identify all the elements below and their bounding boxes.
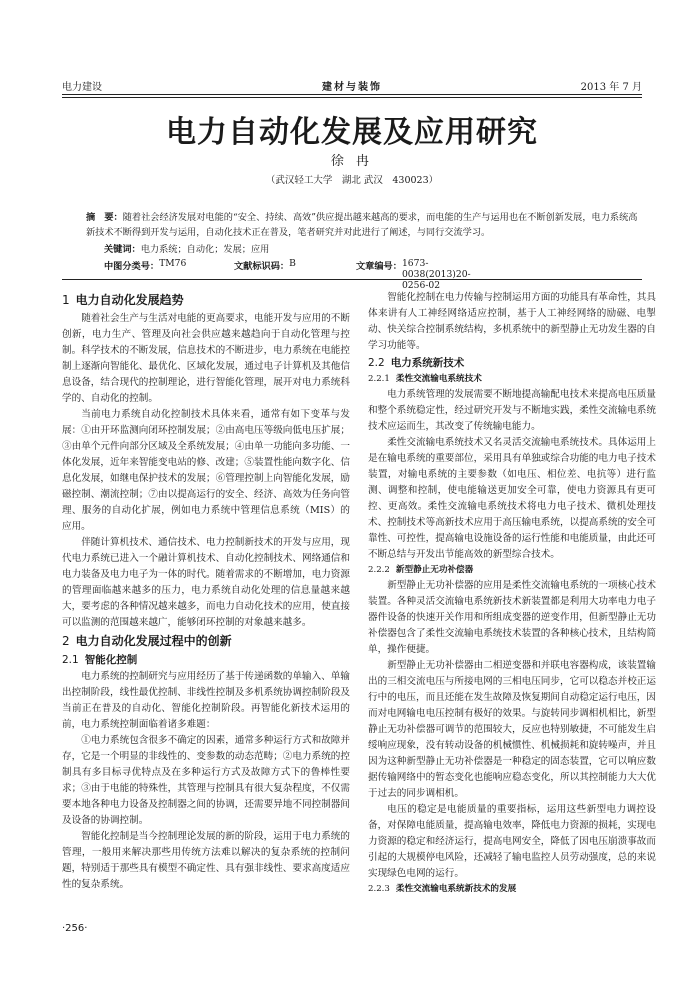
header-rule-thin xyxy=(62,97,642,98)
paragraph: 新型静止无功补偿器的应用是柔性交流输电系统的一项核心技术装置。各种灵活交流输电系统新技术新装置都是利用大功率电力电子器件设备的快速开关作用和所组成变器的逆变作用，但新型静止无功补偿器包含了柔性交流输电系统技术装置的各种核心技术，且结构简单，操作便捷。 xyxy=(368,580,656,655)
article-no-label: 文章编号： xyxy=(356,261,402,272)
clc-value: TM76 xyxy=(159,258,187,269)
abstract-rule xyxy=(62,279,642,280)
paragraph: 新型静止无功补偿器由二相逆变器和并联电容器构成，该装置输出的三相交流电压与所接电网的三相电压同步，它可以稳态并校正运行中的电压，而且还能在发生故障及恢复期间自动稳定运行电压，因而对电网输电电压控制有极好的效果。与旋转同步调相机相比，新型静止无功补偿器可调节的范围较大，反应也特别敏捷，不可能发生启绥响应现象，没有转动设备的机械惯性、机械损耗和旋转噪声，并且因为这种新型静止无功补偿器是一种稳定的固态装置，它可以响应数据传输网络中的暂态变化也能响应稳态变化，所以其控制能力大大优于过去的同步调相机。 xyxy=(368,660,656,799)
left-column xyxy=(62,290,350,893)
article-no-value: 1673-0038(2013)20-0256-02 xyxy=(401,258,471,291)
identifiers xyxy=(104,258,644,291)
paragraph: 电力系统的控制研究与应用经历了基于传递函数的单输入、单输出控制阶段，线性最优控制、非线性控制及多机系统协调控制阶段及当前正在普及的自动化、智能化控制阶段。再智能化新技术运用的前，电力系统控制面临着诸多难题： xyxy=(62,671,350,730)
paragraph: 柔性交流输电系统技术又名灵活交流输电系统技术。具体运用上是在输电系统的重要部位，采用具有单独或综合功能的电力电子技术装置，对输电系统的主要参数（如电压、相位差、电抗等）进行监测、调整和控制，使电能输送更加安全可靠，使电力资源具有更可控、更高效。柔性交流输电系统技术将电力电子技术、微机处理技术、控制技术等高新技术应用于高压输电系统，以提高系统的安全可靠性、可控性，提高输电设施设备的运行性能和电能质量，由此还可不断总结与开发出节能高效的新型综合技术。 xyxy=(368,437,656,560)
section-1-heading: 1 电力自动化发展趋势 xyxy=(62,293,184,307)
abstract-text: 随着社会经济发展对电能的“安全、持续、高效”供应提出越来越高的要求，而电能的生产与运用也在不断创新发展，电力系统高新技术不断得到开发与运用，自动化技术正在普及，笔者研究并对此进行了阐述，与同行交流学习。 xyxy=(86,212,638,238)
abstract-label: 摘 要： xyxy=(86,212,123,223)
paragraph: 伴随计算机技术、通信技术、电力控制新技术的开发与应用，现代电力系统已进入一个融计算机技术、自动化控制技术、网络通信和电力装备及电力电子为一体的时代。随着需求的不断增加，电力资源的管理面临越来越多的压力，电力系统自动化处理的信息量越来越大，要考虑的各种情况越来越多，而电力自动化技术的应用，使直接可以监测的范围越来越广，能够闭环控制的对象越来越多。 xyxy=(62,537,350,628)
section-2-1-heading: 2.1 智能化控制 xyxy=(62,654,138,666)
paragraph: 智能化控制是当今控制理论发展的新的阶段，运用于电力系统的管理，一般用来解决那些用传统方法难以解决的复杂系统的控制问题，特别适于那些具有模型不确定性、具有强非线性、要求高度适应性的复杂系统。 xyxy=(62,831,350,890)
doc-code-label: 文献标识码： xyxy=(234,261,290,272)
paragraph: 当前电力系统自动化控制技术具体来看，通常有如下变革与发展：①由开环监测向闭环控制发展；②由高电压等级向低电压扩展；③由单个元件向部分区域及全系统发展；④由单一功能向多功能、一体化发展，近年来智能变电站的修、改建；⑤装置性能向数字化、信息化发展，如继电保护技术的发展；⑥管理控制上向智能化发展，励磁控制、潮流控制；⑦由以提高运行的安全、经济、高效为任务向管理、服务的自动化扩展，例如电力系统中管理信息系统（MIS）的应用。 xyxy=(62,409,350,532)
section-2-heading: 2 电力自动化发展过程中的创新 xyxy=(62,634,232,648)
affiliation: （武汉轻工大学 湖北 武汉 430023） xyxy=(265,175,439,186)
section-2-2-3-heading: 2.2.3 柔性交流输电系统新技术的发展 xyxy=(368,884,517,894)
keywords xyxy=(104,241,644,255)
page-number: ·256· xyxy=(62,923,88,934)
author: 徐 冉 xyxy=(330,154,374,169)
running-header xyxy=(62,78,642,94)
header-rule xyxy=(62,94,642,95)
paragraph: 电力系统管理的发展需要不断地提高输配电技术来提高电压质量和整个系统稳定性，经过研究开发与不断地实践，柔性交流输电系统技术应运而生，其改变了传统输电能力。 xyxy=(368,389,656,432)
paragraph: 电压的稳定是电能质量的重要指标，运用这些新型电力调控设备，对保障电能质量，提高输电效率，降低电力资源的损耗，实现电力资源的稳定和经济运行，提高电网安全，降低了因电压崩溃事故而引起的大规模停电风险，还减轻了输电监控人员劳动强度，总的来说实现绿色电网的运行。 xyxy=(368,804,656,879)
paragraph: 随着社会生产与生活对电能的更高要求，电能开发与应用的不断创新，电力生产、管理及向社会供应越来越趋向于自动化管理与控制。科学技术的不断发展，信息技术的不断进步，电力系统在电能控制上逐渐向智能化、最优化、区域化发展，通过电子计算机及其他信息设备，结合现代的控制理论，进行智能化管理，展开对电力系统科学的、自动化的控制。 xyxy=(62,313,350,404)
paper-title: 电力自动化发展及应用研究 xyxy=(166,115,538,150)
paragraph: 智能化控制在电力传输与控制运用方面的功能具有革命性，其具体来讲有人工神经网络适应控制，基于人工神经网络的励磁、电掣动、快关综合控制系统结构，多机系统中的新型静止无功发生器的自学习功能等。 xyxy=(368,292,656,351)
keywords-text: 电力系统；自动化；发展；应用 xyxy=(140,244,270,255)
right-column xyxy=(368,290,656,897)
journal-section: 电力建设 xyxy=(62,82,102,93)
issue-date: 2013 年 7 月 xyxy=(580,82,642,93)
abstract xyxy=(86,210,642,240)
clc-label: 中图分类号： xyxy=(104,261,160,272)
doc-code-value: B xyxy=(289,258,296,269)
keywords-label: 关键词： xyxy=(104,244,141,255)
section-2-2-2-heading: 2.2.2 新型静止无功补偿器 xyxy=(368,565,474,575)
section-2-2-1-heading: 2.2.1 柔性交流输电系统技术 xyxy=(368,374,482,384)
paragraph: ①电力系统包含很多不确定的因素，通常多种运行方式和故障并存，它是一个明显的非线性的、变参数的动态范畴；②电力系统的控制具有多目标寻优特点及在多种运行方式及故障方式下的鲁棒性要求；③由于电能的特殊性，其管理与控制具有很大复杂程度，不仅需要本地各种电力设备及控制器之间的协调，还需要异地不同控制器间及设备的协调控制。 xyxy=(62,735,350,826)
journal-name: 建材与装饰 xyxy=(322,82,382,93)
section-2-2-heading: 2.2 电力系统新技术 xyxy=(368,357,465,369)
